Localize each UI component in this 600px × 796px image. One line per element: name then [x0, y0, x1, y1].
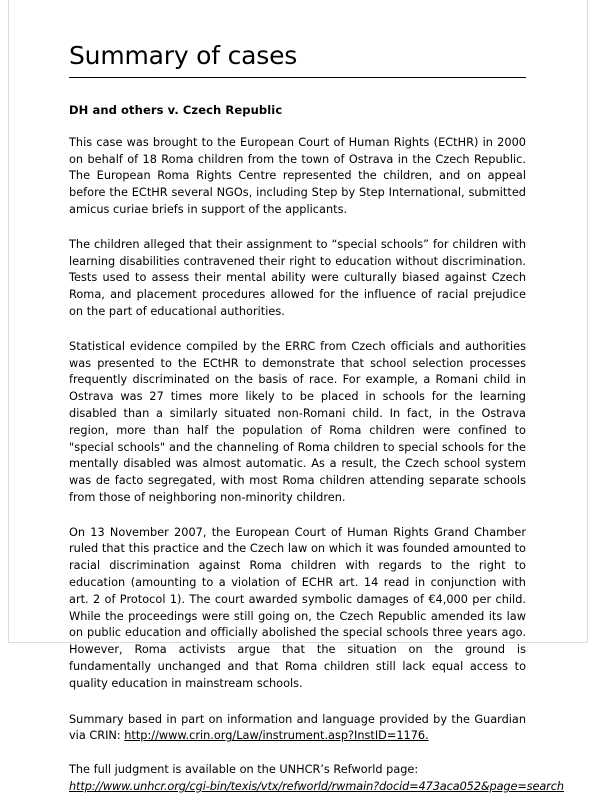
crin-source-link[interactable]: http://www.crin.org/Law/instrument.asp?InstID=1176. [124, 729, 429, 743]
case-heading: DH and others v. Czech Republic [69, 102, 283, 117]
paragraph-ruling: On 13 November 2007, the European Court of Human Rights Grand Chamber ruled that this practice and the Czech law on which it was founded amounted to racial discrimination against Roma children with regards to the right to education (amounting to a violation of ECHR art. 14 read in conjunction with art. 2 of Protocol 1). The court awarded symbolic damages of €4,000 per child. While the proceedings were still going on, the Czech Republic amended its law on public education and officially abolished the special schools three years ago. However, Roma activists argue that the situation on the ground is fundamentally unchanged and that Roma children still lack equal access to quality education in mainstream schools. [69, 525, 526, 690]
title-divider [69, 77, 526, 78]
page-title: Summary of cases [69, 41, 298, 70]
source-note-crin-text: Summary based in part on information and language provided by the Guardian via CRIN: [69, 712, 526, 743]
source-note-judgment-text: The full judgment is available on the UNHCR’s Refworld page: [69, 763, 419, 777]
unhcr-refworld-link[interactable]: http://www.unhcr.org/cgi-bin/texis/vtx/refworld/rwmain?docid=473aca052&page=search [69, 780, 564, 794]
paragraph-allegations: The children alleged that their assignment to “special schools” for children with learning disabilities contravened their right to education without discrimination. Tests used to assess their mental ability were culturally biased against Czech Roma, and placement procedures allowed for the influence of racial prejudice on the part of educational authorities. [69, 237, 526, 318]
paragraph-statistical-evidence: Statistical evidence compiled by the ERRC from Czech officials and authorities was presented to the ECtHR to demonstrate that school selection processes frequently discriminated on the basis of race. For example, a Romani child in Ostrava was 27 times more likely to be placed in schools for the learning disabled than a similarly situated non-Romani child. In fact, in the Ostrava region, more than half the population of Roma children were confined to "special schools" and the channeling of Roma children to special schools for the mentally disabled was almost automatic. As a result, the Czech school system was de facto segregated, with most Roma children attending separate schools from those of neighboring non-minority children. [69, 339, 526, 504]
source-note-crin [69, 693, 526, 746]
paragraph-background: This case was brought to the European Court of Human Rights (ECtHR) in 2000 on behalf of 18 Roma children from the town of Ostrava in the Czech Republic. The European Roma Rights Centre represented the children, and on appeal before the ECtHR several NGOs, including Step by Step International, submitted amicus curiae briefs in support of the applicants. [69, 135, 526, 216]
document-body [69, 0, 564, 796]
source-note-judgment [69, 745, 564, 796]
document-page [8, 0, 588, 794]
